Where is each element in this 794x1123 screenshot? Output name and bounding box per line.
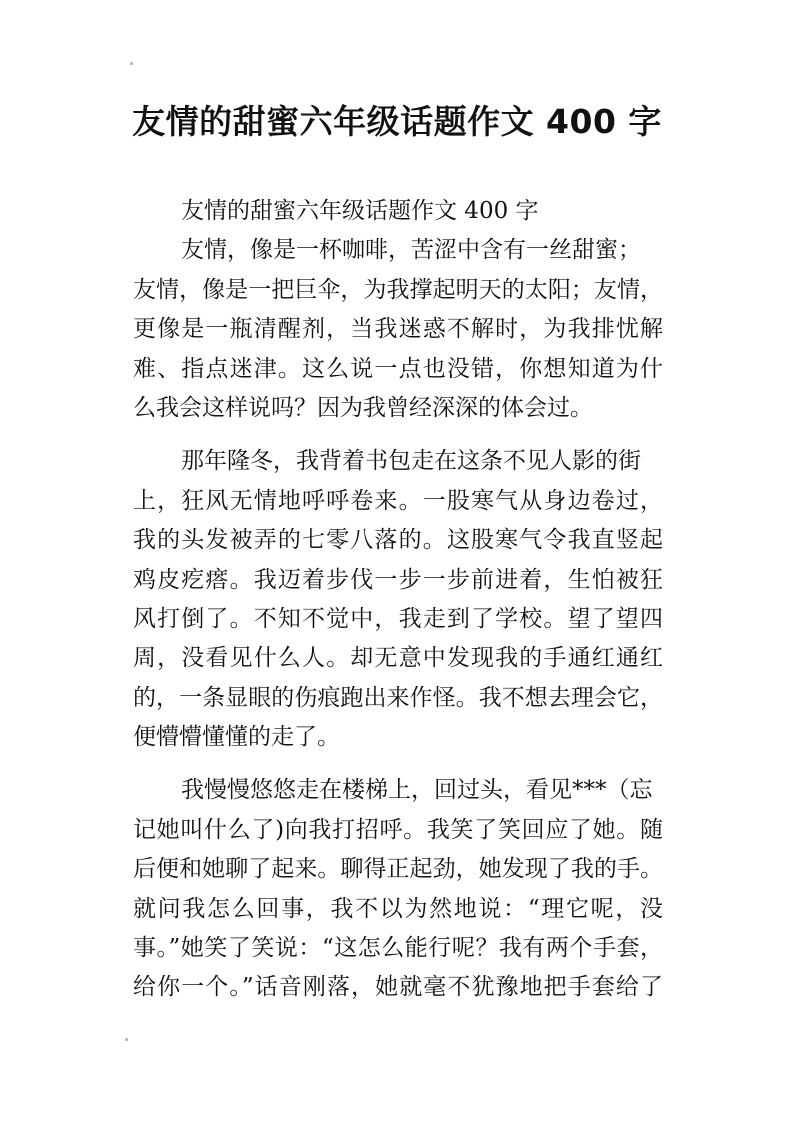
text-line: 记她叫什么了)向我打招呼。我笑了笑回应了她。随 (133, 816, 663, 843)
text-line: 就问我怎么回事，我不以为然地说：“理它呢，没 (133, 895, 663, 922)
paragraph-gap (133, 428, 663, 442)
scan-speck (125, 1038, 128, 1041)
paragraph-3 (133, 771, 663, 1007)
text-line: 周，没看见什么人。却无意中发现我的手通红通红 (133, 645, 663, 672)
document-body (133, 192, 663, 1008)
scan-speck (130, 62, 133, 65)
text-line: 难、指点迷津。这么说一点也没错，你想知道为什 (133, 355, 663, 382)
page-title: 友情的甜蜜六年级话题作文 400 字 (132, 102, 662, 141)
text-line: 事。”她笑了笑说：“这怎么能行呢？我有两个手套， (133, 935, 663, 962)
text-line: 便懵懵懂懂的走了。 (133, 724, 340, 751)
text-line: 后便和她聊了起来。聊得正起劲，她发现了我的手。 (133, 856, 663, 883)
paragraph-gap (133, 757, 663, 771)
text-line: 么我会这样说吗？因为我曾经深深的体会过。 (133, 394, 593, 421)
paragraph-2 (133, 442, 663, 757)
text-line: 风打倒了。不知不觉中，我走到了学校。望了望四 (133, 605, 663, 632)
text-line: 更像是一瓶清醒剂，当我迷惑不解时，为我排忧解 (133, 316, 663, 343)
text-line: 给你一个。”话音刚落，她就毫不犹豫地把手套给了 (133, 974, 663, 1001)
text-line: 我慢慢悠悠走在楼梯上，回过头，看见***（忘 (181, 777, 653, 804)
text-line: 鸡皮疙瘩。我迈着步伐一步一步前进着，生怕被狂 (133, 566, 663, 593)
text-line: 上，狂风无情地呼呼卷来。一股寒气从身边卷过， (133, 487, 663, 514)
paragraph-1 (133, 231, 663, 428)
subtitle-line: 友情的甜蜜六年级话题作文 400 字 (181, 198, 539, 224)
text-line: 的，一条显眼的伤痕跑出来作怪。我不想去理会它， (133, 684, 663, 711)
text-line: 友情，像是一杯咖啡，苦涩中含有一丝甜蜜； (181, 237, 641, 264)
text-line: 我的头发被弄的七零八落的。这股寒气令我直竖起 (133, 527, 663, 554)
text-line: 那年隆冬，我背着书包走在这条不见人影的街 (181, 448, 641, 475)
text-line: 友情，像是一把巨伞，为我撑起明天的太阳；友情， (133, 276, 663, 303)
